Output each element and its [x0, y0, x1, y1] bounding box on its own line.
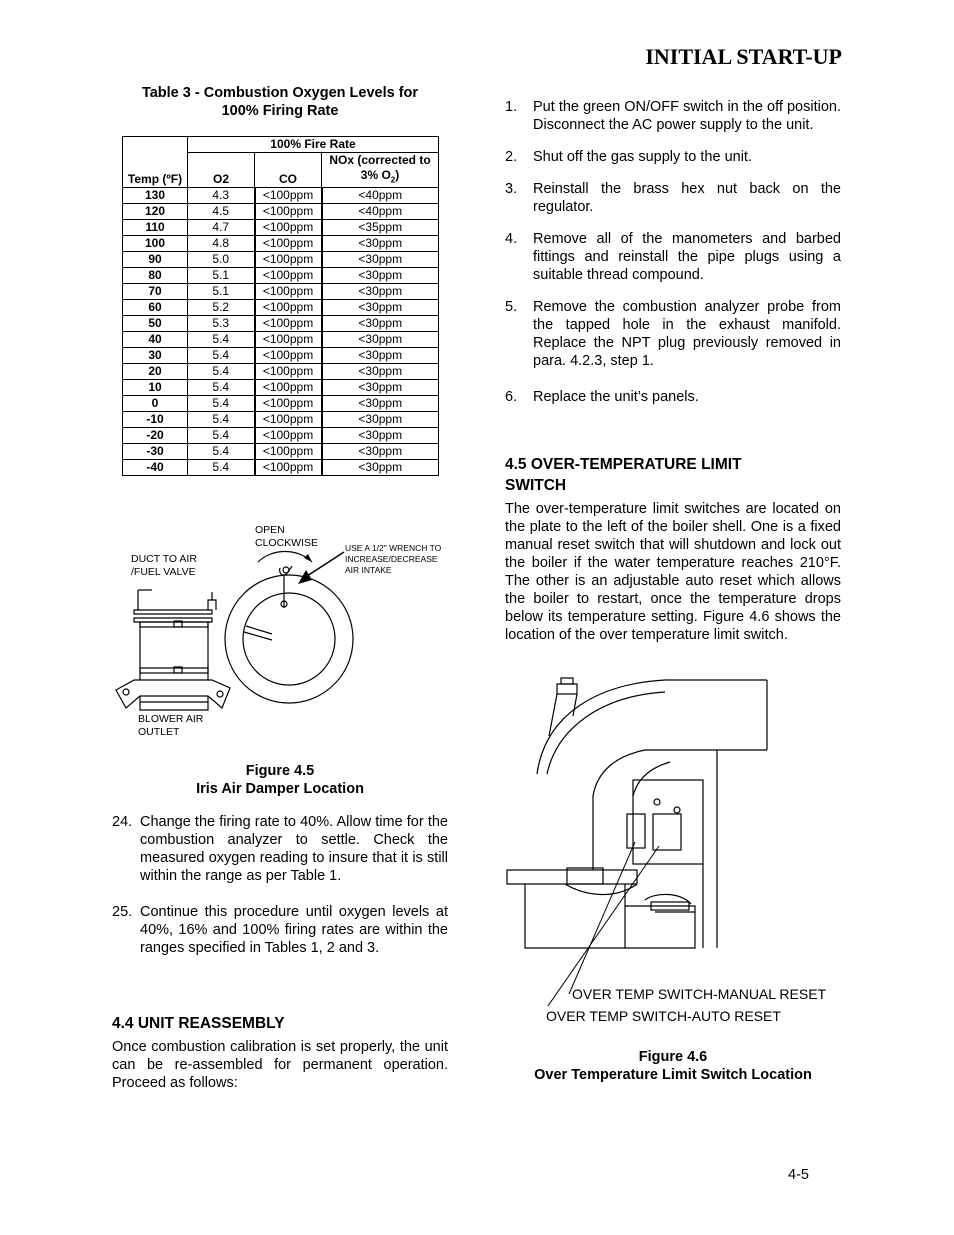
list-item-number: 25.: [112, 904, 133, 920]
label-blower-line1: BLOWER AIR: [138, 713, 204, 725]
cell-temp: -40: [123, 460, 188, 476]
steps-right-list: [505, 98, 841, 406]
cell-nox: <30ppm: [322, 380, 439, 396]
cell-co: <100ppm: [255, 396, 322, 412]
cell-nox: <30ppm: [322, 428, 439, 444]
list-item-text: Change the firing rate to 40%. Allow time for the combustion analyzer to settle. Check the measured oxygen reading to insure that it is still within the range as per Table 1.: [140, 814, 448, 884]
col-co-header: CO: [255, 153, 322, 188]
cell-co: <100ppm: [255, 268, 322, 284]
group-header: 100% Fire Rate: [188, 137, 439, 153]
list-item-text: Put the green ON/OFF switch in the off position. Disconnect the AC power supply to the unit.: [533, 99, 841, 133]
wrench-pointer-arrowhead-icon: [298, 570, 312, 584]
label-wrench-line3: AIR INTAKE: [345, 565, 392, 575]
list-item-number: 4.: [505, 231, 518, 247]
table-row: [123, 188, 439, 204]
col-temp-header: Temp (ºF): [123, 137, 188, 188]
figure-4-5-number: Figure 4.5: [245, 763, 315, 779]
list-item: [505, 230, 841, 284]
wrench-pointer-line: [304, 552, 344, 578]
label-blower-line2: OUTLET: [138, 726, 180, 738]
cell-o2: 5.1: [188, 268, 255, 284]
figure-4-5-caption: [112, 762, 448, 798]
cell-nox: <30ppm: [322, 300, 439, 316]
cell-nox: <30ppm: [322, 268, 439, 284]
list-item: [112, 903, 448, 957]
cell-co: <100ppm: [255, 300, 322, 316]
cell-temp: 90: [123, 252, 188, 268]
table-caption-line2: 100% Firing Rate: [221, 103, 339, 119]
cell-temp: 130: [123, 188, 188, 204]
table-row: [123, 332, 439, 348]
section-4-5-title: [505, 454, 742, 496]
label-duct-line2: /FUEL VALVE: [131, 566, 196, 578]
cell-o2: 5.4: [188, 460, 255, 476]
list-item-number: 3.: [505, 181, 518, 197]
cell-nox: <30ppm: [322, 284, 439, 300]
table-row: [123, 444, 439, 460]
list-item: [505, 388, 841, 406]
cell-nox: <40ppm: [322, 188, 439, 204]
table-row: [123, 268, 439, 284]
cell-temp: 0: [123, 396, 188, 412]
cell-co: <100ppm: [255, 204, 322, 220]
list-item-text: Shut off the gas supply to the unit.: [533, 149, 752, 165]
list-item-number: 5.: [505, 299, 518, 315]
cell-o2: 5.4: [188, 428, 255, 444]
cell-nox: <30ppm: [322, 316, 439, 332]
cell-co: <100ppm: [255, 316, 322, 332]
list-item-text: Remove the combustion analyzer probe from the tapped hole in the exhaust manifold. Replace the NPT plug previously removed in para. 4.2.3, step 1.: [533, 299, 841, 369]
cell-co: <100ppm: [255, 284, 322, 300]
list-item-text: Reinstall the brass hex nut back on the regulator.: [533, 181, 841, 215]
cell-o2: 5.4: [188, 348, 255, 364]
table-body: [123, 188, 439, 476]
label-open-clockwise: [255, 524, 318, 550]
section-4-5-title-line1: 4.5 OVER-TEMPERATURE LIMIT: [505, 456, 742, 473]
cell-temp: -30: [123, 444, 188, 460]
cell-co: <100ppm: [255, 412, 322, 428]
combustion-oxygen-table: [122, 136, 439, 476]
cell-o2: 5.4: [188, 412, 255, 428]
cell-co: <100ppm: [255, 460, 322, 476]
cell-co: <100ppm: [255, 236, 322, 252]
label-wrench-instruction: [345, 543, 441, 576]
cell-o2: 5.4: [188, 396, 255, 412]
cell-temp: 110: [123, 220, 188, 236]
list-item-number: 2.: [505, 149, 518, 165]
cell-nox: <30ppm: [322, 460, 439, 476]
cell-o2: 5.1: [188, 284, 255, 300]
list-item-number: 1.: [505, 99, 518, 115]
cell-nox: <30ppm: [322, 252, 439, 268]
duct-assembly-drawing: [116, 590, 230, 710]
cell-co: <100ppm: [255, 188, 322, 204]
cell-co: <100ppm: [255, 364, 322, 380]
cell-nox: <30ppm: [322, 332, 439, 348]
cell-o2: 5.3: [188, 316, 255, 332]
table-row: [123, 412, 439, 428]
table-row: [123, 204, 439, 220]
cell-temp: 40: [123, 332, 188, 348]
col-o2-header: O2: [188, 153, 255, 188]
cell-temp: 60: [123, 300, 188, 316]
arrow-head-icon: [304, 554, 312, 562]
section-4-4-title: 4.4 UNIT REASSEMBLY: [112, 1015, 285, 1032]
table-row: [123, 284, 439, 300]
over-temp-switch-figure: [505, 676, 775, 1006]
table-caption: [112, 84, 448, 120]
cell-temp: 100: [123, 236, 188, 252]
table-row: [123, 300, 439, 316]
cell-temp: 80: [123, 268, 188, 284]
section-4-5-body: The over-temperature limit switches are located on the plate to the left of the boiler shell. One is a fixed manual reset switch that will shutdown and lock out the boiler if the water temperature reaches 210°F. The other is an adjustable auto reset which allows the boiler to restart, once the temperature drops below its temperature setting. Figure 4.6 shows the location of the over temperature limit switch.: [505, 501, 841, 643]
cell-o2: 5.2: [188, 300, 255, 316]
table-row: [123, 252, 439, 268]
label-manual-reset: OVER TEMP SWITCH-MANUAL RESET: [572, 986, 827, 1002]
cell-co: <100ppm: [255, 428, 322, 444]
table-row: [123, 396, 439, 412]
table-row: [123, 220, 439, 236]
iris-ring-drawing: [225, 566, 353, 703]
boiler-drawing: [507, 678, 767, 948]
label-wrench-line2: INCREASE/DECREASE: [345, 554, 438, 564]
table-caption-line1: Table 3 - Combustion Oxygen Levels for: [141, 85, 419, 101]
label-blower-outlet: [138, 713, 203, 739]
cell-temp: 30: [123, 348, 188, 364]
label-wrench-line1: USE A 1/2" WRENCH TO: [345, 543, 442, 553]
col-nox-subscript: 2: [390, 175, 396, 185]
cell-co: <100ppm: [255, 380, 322, 396]
figure-4-5-title: Iris Air Damper Location: [196, 781, 364, 797]
table-row: [123, 348, 439, 364]
cell-nox: <30ppm: [322, 396, 439, 412]
table-row: [123, 460, 439, 476]
cell-o2: 5.4: [188, 332, 255, 348]
section-4-4-body: Once combustion calibration is set properly, the unit can be re-assembled for permanent operation. Proceed as follows:: [112, 1039, 448, 1091]
list-item: [505, 148, 841, 166]
cell-co: <100ppm: [255, 348, 322, 364]
list-item-text: Replace the unit’s panels.: [533, 389, 699, 405]
col-nox-line2: 3% O: [360, 168, 391, 182]
cell-co: <100ppm: [255, 220, 322, 236]
cell-co: <100ppm: [255, 332, 322, 348]
list-item-number: 24.: [112, 814, 133, 830]
list-item-text: Continue this procedure until oxygen levels at 40%, 16% and 100% firing rates are within the ranges specified in Tables 1, 2 and 3.: [140, 904, 448, 956]
figure-4-6-number: Figure 4.6: [638, 1049, 708, 1065]
cell-o2: 5.4: [188, 380, 255, 396]
label-duct-line1: DUCT TO AIR: [131, 553, 197, 565]
col-nox-line1: NOx (corrected to: [329, 153, 431, 167]
table-group-header-row: [123, 137, 439, 153]
table-row: [123, 380, 439, 396]
cell-temp: -20: [123, 428, 188, 444]
cell-temp: 10: [123, 380, 188, 396]
cell-nox: <30ppm: [322, 412, 439, 428]
page-number: 4-5: [788, 1167, 809, 1183]
figure-4-6-title: Over Temperature Limit Switch Location: [534, 1067, 812, 1083]
cell-nox: <30ppm: [322, 444, 439, 460]
clockwise-arrow-icon: [258, 552, 312, 563]
table-row: [123, 316, 439, 332]
label-auto-reset: OVER TEMP SWITCH-AUTO RESET: [546, 1008, 781, 1024]
cell-o2: 4.3: [188, 188, 255, 204]
cell-temp: 20: [123, 364, 188, 380]
label-clockwise: CLOCKWISE: [255, 537, 319, 549]
col-nox-end: ): [395, 168, 400, 182]
cell-o2: 5.4: [188, 364, 255, 380]
steps-left-list: [112, 813, 448, 957]
cell-nox: <30ppm: [322, 236, 439, 252]
cell-temp: -10: [123, 412, 188, 428]
table-row: [123, 364, 439, 380]
table-row: [123, 236, 439, 252]
col-nox-header: [322, 153, 439, 188]
list-item-text: Remove all of the manometers and barbed fittings and reinstall the pipe plugs using a suitable thread compound.: [533, 231, 841, 283]
label-open: OPEN: [255, 524, 285, 536]
label-duct: [131, 553, 197, 579]
page-header-title: INITIAL START-UP: [645, 44, 842, 69]
list-item: [505, 98, 841, 134]
cell-temp: 120: [123, 204, 188, 220]
list-item: [112, 813, 448, 885]
cell-nox: <35ppm: [322, 220, 439, 236]
cell-temp: 70: [123, 284, 188, 300]
cell-o2: 4.7: [188, 220, 255, 236]
list-item: [505, 298, 841, 370]
table-row: [123, 428, 439, 444]
figure-4-6-caption: [505, 1048, 841, 1084]
cell-o2: 4.8: [188, 236, 255, 252]
cell-o2: 5.0: [188, 252, 255, 268]
cell-o2: 5.4: [188, 444, 255, 460]
list-item: [505, 180, 841, 216]
section-4-5-title-line2: SWITCH: [505, 477, 567, 494]
cell-temp: 50: [123, 316, 188, 332]
cell-co: <100ppm: [255, 444, 322, 460]
cell-co: <100ppm: [255, 252, 322, 268]
cell-nox: <30ppm: [322, 364, 439, 380]
list-item-number: 6.: [505, 389, 518, 405]
cell-nox: <40ppm: [322, 204, 439, 220]
cell-nox: <30ppm: [322, 348, 439, 364]
cell-o2: 4.5: [188, 204, 255, 220]
